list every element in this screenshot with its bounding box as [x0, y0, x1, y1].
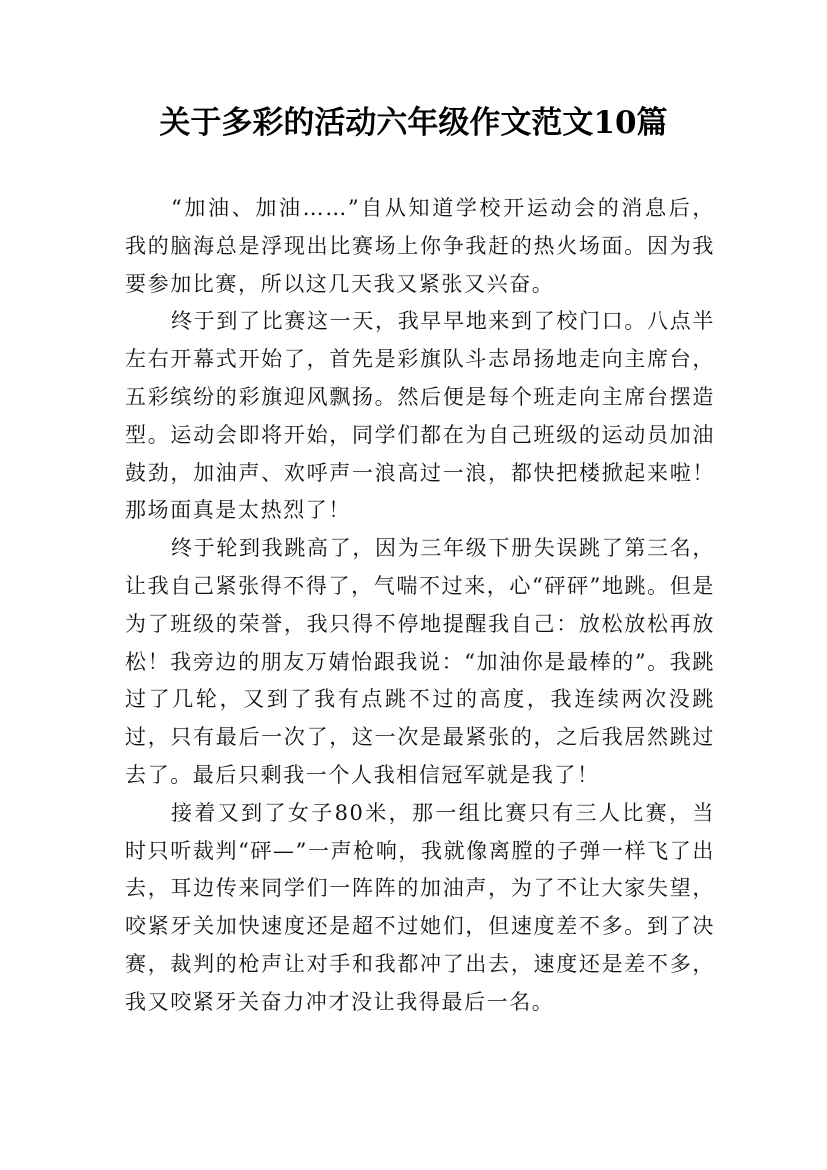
- document-body: [125, 190, 715, 1022]
- paragraph-1: “加油、加油……”自从知道学校开运动会的消息后，我的脑海总是浮现出比赛场上你争我赶的热火场面。因为我要参加比赛，所以这几天我又紧张又兴奋。: [125, 196, 715, 296]
- paragraph-4: 接着又到了女子80米，那一组比赛只有三人比赛，当时只听裁判“砰—”一声枪响，我就像离膛的子弹一样飞了出去，耳边传来同学们一阵阵的加油声，为了不让大家失望，咬紧牙关加快速度还是超不过她们，但速度差不多。到了决赛，裁判的枪声让对手和我都冲了出去，速度还是差不多，我又咬紧牙关奋力冲才没让我得最后一名。: [125, 800, 715, 1014]
- paragraph-2: 终于到了比赛这一天，我早早地来到了校门口。八点半左右开幕式开始了，首先是彩旗队斗志昂扬地走向主席台，五彩缤纷的彩旗迎风飘扬。然后便是每个班走向主席台摆造型。运动会即将开始，同学们都在为自己班级的运动员加油鼓劲，加油声、欢呼声一浪高过一浪，都快把楼掀起来啦！那场面真是太热烈了！: [125, 309, 715, 523]
- paragraph-3: 终于轮到我跳高了，因为三年级下册失误跳了第三名，让我自己紧张得不得了，气喘不过来，心“砰砰”地跳。但是为了班级的荣誉，我只得不停地提醒我自己：放松放松再放松！我旁边的朋友万婧怡跟我说：“加油你是最棒的”。我跳过了几轮，又到了我有点跳不过的高度，我连续两次没跳过，只有最后一次了，这一次是最紧张的，之后我居然跳过去了。最后只剩我一个人我相信冠军就是我了！: [125, 536, 715, 787]
- document-title: 关于多彩的活动六年级作文范文10篇: [159, 105, 668, 141]
